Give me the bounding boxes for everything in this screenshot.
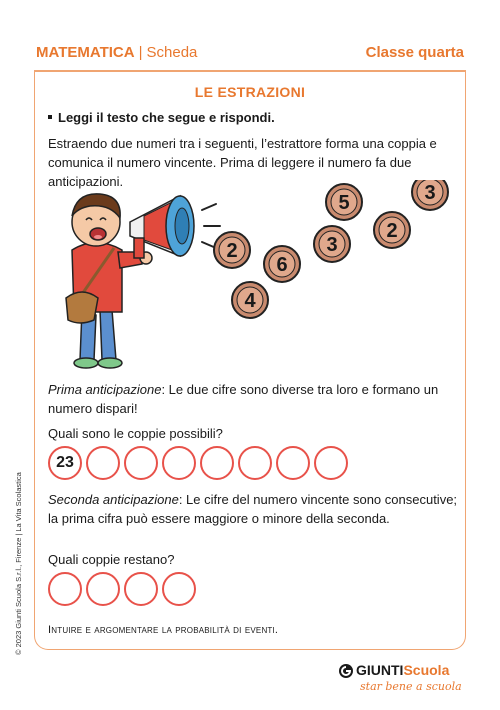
first-hint <box>48 380 458 418</box>
first-answer-row <box>48 446 348 480</box>
second-hint <box>48 490 458 528</box>
answer-circle <box>276 446 310 480</box>
second-answer-row <box>48 572 196 606</box>
logo-brand-a: GIUNTI <box>356 662 404 678</box>
second-hint-text: : Le cifre del numero vincente sono consecutive; la prima cifra può essere maggiore o minore della seconda. <box>48 492 458 526</box>
ball-icon <box>214 232 250 268</box>
second-hint-label: Seconda anticipazione <box>48 492 179 507</box>
logo-tagline: star bene a scuola <box>360 680 462 693</box>
answer-circle <box>48 572 82 606</box>
header-subject <box>36 44 197 61</box>
ball-number: 5 <box>338 192 350 214</box>
boy-with-megaphone-icon <box>66 194 220 368</box>
answer-circle <box>314 446 348 480</box>
instruction <box>48 110 275 125</box>
ball-number: 2 <box>226 240 238 262</box>
answer-circle <box>200 446 234 480</box>
learning-objective-text: Intuire e argomentare la probabilità di eventi. <box>48 624 279 636</box>
ball-number: 3 <box>424 182 436 204</box>
intro-paragraph: Estraendo due numeri tra i seguenti, l’estrattore forma una coppia e comunica il numero vincente. Prima di leggere il numero fa due anticipazioni. <box>48 136 437 189</box>
answer-circle <box>86 446 120 480</box>
ball-icon <box>264 246 300 282</box>
answer-circle <box>162 572 196 606</box>
logo-name <box>356 662 449 678</box>
answer-circle <box>86 572 120 606</box>
ball-number: 6 <box>276 254 288 276</box>
number-balls <box>214 180 448 318</box>
answer-circle <box>162 446 196 480</box>
answer-circle <box>124 446 158 480</box>
grade-label: Classe quarta <box>365 44 464 61</box>
ball-icon <box>232 282 268 318</box>
answer-circle: 23 <box>48 446 82 480</box>
first-hint-text: : Le due cifre sono diverse tra loro e formano un numero dispari! <box>48 382 439 416</box>
answer-circle <box>238 446 272 480</box>
bullet-icon <box>48 115 52 119</box>
first-hint-label: Prima anticipazione <box>48 382 162 397</box>
logo-brand-b: Scuola <box>403 662 450 678</box>
instruction-text: Leggi il testo che segue e rispondi. <box>58 110 275 125</box>
subject-label: MATEMATICA <box>36 44 135 61</box>
sheet-label: Scheda <box>146 44 198 61</box>
second-question: Quali coppie restano? <box>48 552 175 567</box>
header-separator: | <box>138 44 143 61</box>
first-question: Quali sono le coppie possibili? <box>48 426 223 441</box>
answer-circle <box>124 572 158 606</box>
worksheet-title: LE ESTRAZIONI <box>194 84 306 100</box>
ball-number: 4 <box>244 290 256 312</box>
ball-icon <box>326 184 362 220</box>
page-header <box>36 44 464 64</box>
ball-number: 2 <box>386 220 398 242</box>
illustration <box>60 180 460 375</box>
ball-icon <box>314 226 350 262</box>
ball-icon <box>374 212 410 248</box>
copyright-note: © 2023 Giunti Scuola S.r.l., Firenze | La Vita Scolastica <box>14 472 23 655</box>
ball-number: 3 <box>326 234 338 256</box>
publisher-logo <box>338 662 462 702</box>
learning-objective <box>48 624 278 636</box>
logo-mark-icon <box>338 663 354 679</box>
ball-icon <box>412 180 448 210</box>
